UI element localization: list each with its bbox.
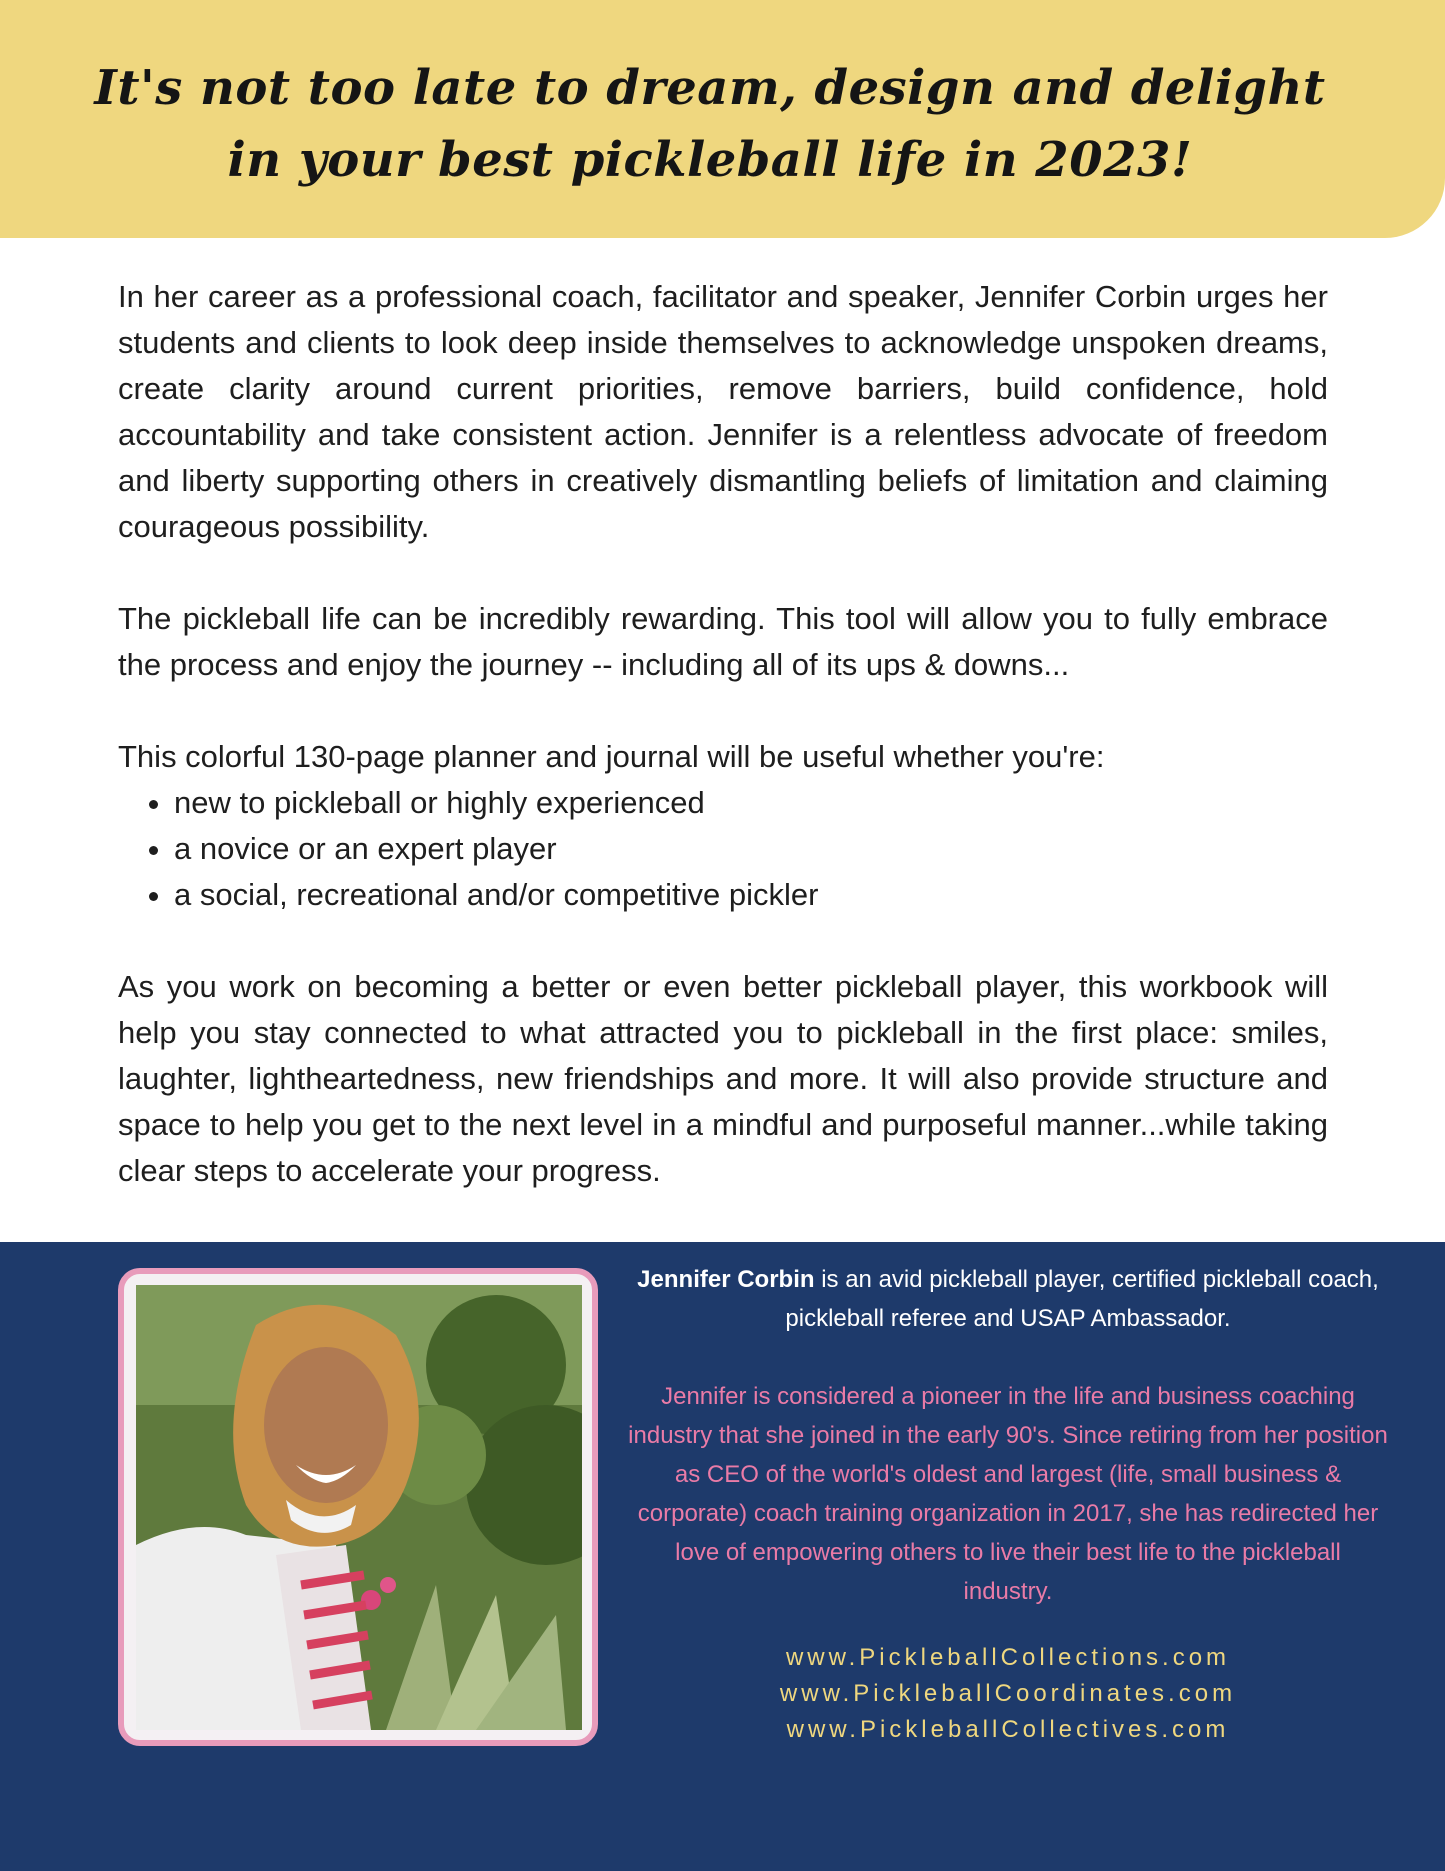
bio-career: Jennifer is considered a pioneer in the life and business coaching industry that she joined in the early 90's. Since retiring from her position as CEO of the world's oldest and largest (life, small business & corporate) coach training organization in 2017, she has redirected her love of empowering others to live their best life to the pickleball industry. [628,1383,1388,1605]
website-links [628,1640,1388,1748]
title-line-1: It's not too late to dream, design and delight [94,60,1326,116]
list-item: • new to pickleball or highly experienced [174,780,1328,826]
title-line-2: in your best pickleball life in 2023! [227,132,1193,188]
intro-paragraph: In her career as a professional coach, facilitator and speaker, Jennifer Corbin urges her students and clients to look deep inside themselves to acknowledge unspoken dreams, create clarity around current priorities, remove barriers, build confidence, hold accountability and take consistent action. Jennifer is a relentless advocate of freedom and liberty supporting others in creatively dismantling beliefs of limitation and claiming courageous possibility. [118,279,1328,544]
author-name: Jennifer Corbin [637,1266,815,1293]
main-text [118,274,1328,1240]
page-title [0,52,1420,196]
bio-lead-text: is an avid pickleball player, certified pickleball coach, pickleball referee and USAP Ambassador. [785,1266,1379,1332]
header-banner [0,0,1445,238]
list-intro: This colorful 130-page planner and journal will be useful whether you're: [118,739,1105,774]
workbook-paragraph: As you work on becoming a better or even better pickleball player, this workbook will help you stay connected to what attracted you to pickleball in the first place: smiles, laughter, lightheartedness, new friendships and more. It will also provide structure and space to help you get to the next level in a mindful and purposeful manner...while taking clear steps to accelerate your progress. [118,969,1328,1188]
website-link[interactable]: www.PickleballCoordinates.com [779,1680,1237,1707]
author-bio [628,1260,1388,1748]
website-link[interactable]: www.PickleballCollections.com [785,1644,1231,1671]
author-photo [136,1285,582,1730]
website-link[interactable]: www.PickleballCollectives.com [786,1716,1230,1743]
list-item: • a social, recreational and/or competitive pickler [174,872,1328,918]
audience-list [118,780,1328,918]
reward-paragraph: The pickleball life can be incredibly rewarding. This tool will allow you to fully embrace the process and enjoy the journey -- including all of its ups & downs... [118,601,1328,682]
list-item: • a novice or an expert player [174,826,1328,872]
bio-lead [628,1260,1388,1338]
